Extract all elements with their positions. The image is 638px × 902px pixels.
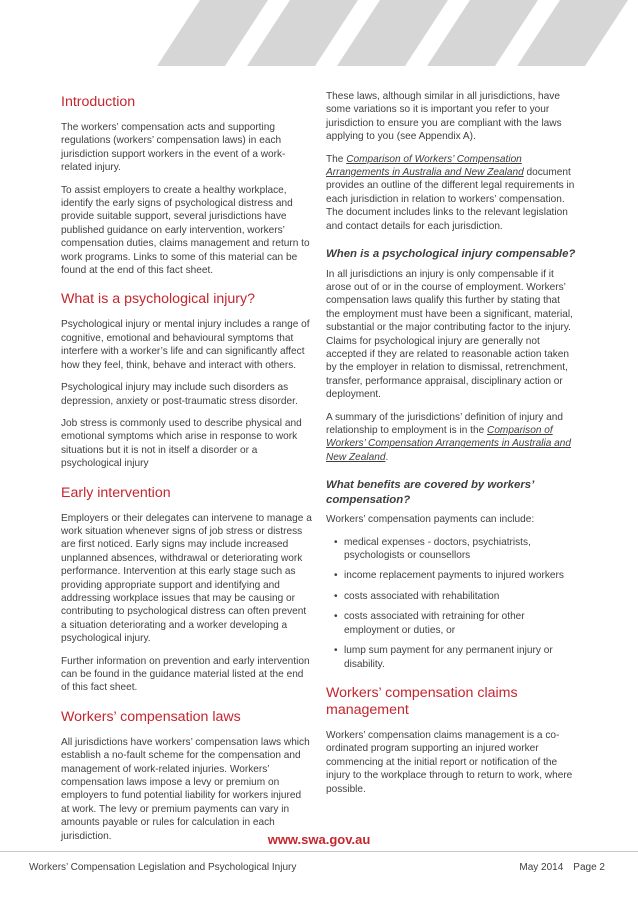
laws-heading: Workers’ compensation laws — [61, 708, 241, 725]
early-section — [61, 485, 312, 695]
website-link[interactable]: www.swa.gov.au — [267, 832, 371, 847]
psych-paragraph: Psychological injury may include such disorders as depression, anxiety or post-traumatic stress disorder. — [61, 382, 298, 407]
psych-section — [61, 291, 312, 470]
footer-divider — [0, 851, 638, 852]
stripe — [337, 0, 448, 66]
stripe — [517, 0, 628, 66]
page-number: Page 2 — [573, 862, 605, 873]
laws-paragraph: All jurisdictions have workers’ compensation laws which establish a no-fault scheme for the compensation and management of work-related injuries. Workers’ compensation laws impose a levy or premium on employers to fund potential liability for workers injured at work. The levy or premium payments can vary in amounts payable or rules for calculation in each jurisdiction. — [61, 736, 310, 842]
text: . — [385, 451, 389, 463]
benefits-intro: Workers’ compensation payments can include: — [326, 514, 535, 526]
list-item: • costs associated with retraining for other employment or duties, or — [334, 610, 576, 637]
benefits-list — [326, 536, 576, 671]
comparison-link[interactable]: Comparison of Workers’ Compensation Arrangements in Australia and New Zealand — [326, 153, 524, 179]
comparison-paragraph — [326, 153, 576, 233]
footer-date: May 2014 — [519, 862, 564, 873]
text: The — [326, 153, 347, 165]
laws-section — [61, 709, 312, 843]
list-item: • costs associated with rehabilitation — [334, 590, 576, 603]
stripe — [427, 0, 538, 66]
early-paragraph: Further information on prevention and early intervention can be found in the guidance material listed at the end of this fact sheet. — [61, 655, 310, 694]
list-item: • medical expenses - doctors, psychiatrists, psychologists or counsellors — [334, 536, 576, 563]
psych-heading: What is a psychological injury? — [61, 291, 255, 308]
claims-heading: Workers’ compensation claims management — [326, 684, 518, 718]
stripe — [247, 0, 358, 66]
claims-paragraph: Workers’ compensation claims management is a co-ordinated program supporting an injured worker commencing at the initial report or notification of the injury to the workplace through to return to work, where possible. — [326, 729, 573, 795]
early-paragraph: Employers or their delegates can intervene to manage a work situation whenever signs of job stress or distress are first noticed. Early signs may include increased unplanned absences, withdrawal or deteriorating work performance. Intervention at this early stage such as providing appropriate support and identifying and addressing workplace issues that may be causing or contributing to psychological distress can often prevent a situation deteriorating and a worker developing a psychological injury. — [61, 512, 312, 645]
compensable-heading: When is a psychological injury compensable? — [326, 248, 576, 261]
intro-heading: Introduction — [61, 94, 136, 110]
comparison-link[interactable]: Comparison of Workers’ Compensation Arrangements in Australia and New Zealand — [326, 425, 571, 463]
laws-variation-paragraph: These laws, although similar in all jurisdictions, have some variations so it is important you refer to your jurisdiction to ensure you are compliant with the laws applying to you (see Appendix A). — [326, 91, 562, 143]
intro-section — [61, 94, 312, 277]
claims-section — [326, 685, 576, 796]
benefits-heading: What benefits are covered by workers’ compensation? — [326, 479, 534, 506]
compensable-section — [326, 247, 576, 464]
footer-title: Workers’ Compensation Legislation and Psychological Injury — [29, 862, 297, 873]
text: A summary of the jurisdictions’ definition of injury and relationship to employment is in the — [326, 411, 563, 437]
footer-meta — [509, 862, 605, 873]
left-column — [61, 90, 312, 857]
right-column — [326, 90, 576, 810]
list-item: • lump sum payment for any permanent injury or disability. — [334, 644, 576, 671]
stripe — [157, 0, 268, 66]
early-heading: Early intervention — [61, 484, 171, 501]
compensable-paragraph: In all jurisdictions an injury is only compensable if it arose out of or in the course of employment. Workers’ compensation laws qualify this further by stating that the employment must have been a significant, material, substantial or the major contributing factor to the injury. Claims for psychological injury are generally not accepted if they are related to reasonable action taken by the employer in relation to dismissal, retrenchment, transfer, performance appraisal, disciplinary action or deployment. — [326, 268, 573, 401]
intro-paragraph: To assist employers to create a healthy workplace, identify the early signs of psychological distress and provide suitable support, several jurisdictions have published guidance on early intervention, workers’ compensation duties, claims management and return to work programs. Links to some of this material can be found at the end of this fact sheet. — [61, 184, 310, 277]
benefits-section — [326, 478, 576, 671]
psych-paragraph: Psychological injury or mental injury includes a range of cognitive, emotional and behavioural symptoms that interfere with a worker’s life and can significantly affect how they feel, think, behave and interact with others. — [61, 319, 310, 371]
compensable-summary — [326, 411, 576, 465]
text: document provides an outline of the different legal requirements in each jurisdiction in relation to workers’ compensation. The document includes links to the relevant legislation and contact details for each jurisdiction. — [326, 167, 575, 232]
list-item: • income replacement payments to injured workers — [334, 569, 576, 582]
psych-paragraph: Job stress is commonly used to describe physical and emotional symptoms which arise in response to work situations but it is not in itself a disorder or a psychological injury — [61, 417, 302, 470]
intro-paragraph: The workers’ compensation acts and supporting regulations (workers’ compensation laws) in each jurisdiction support workers in the event of a work-related injury. — [61, 122, 286, 174]
header-stripes — [0, 0, 638, 66]
